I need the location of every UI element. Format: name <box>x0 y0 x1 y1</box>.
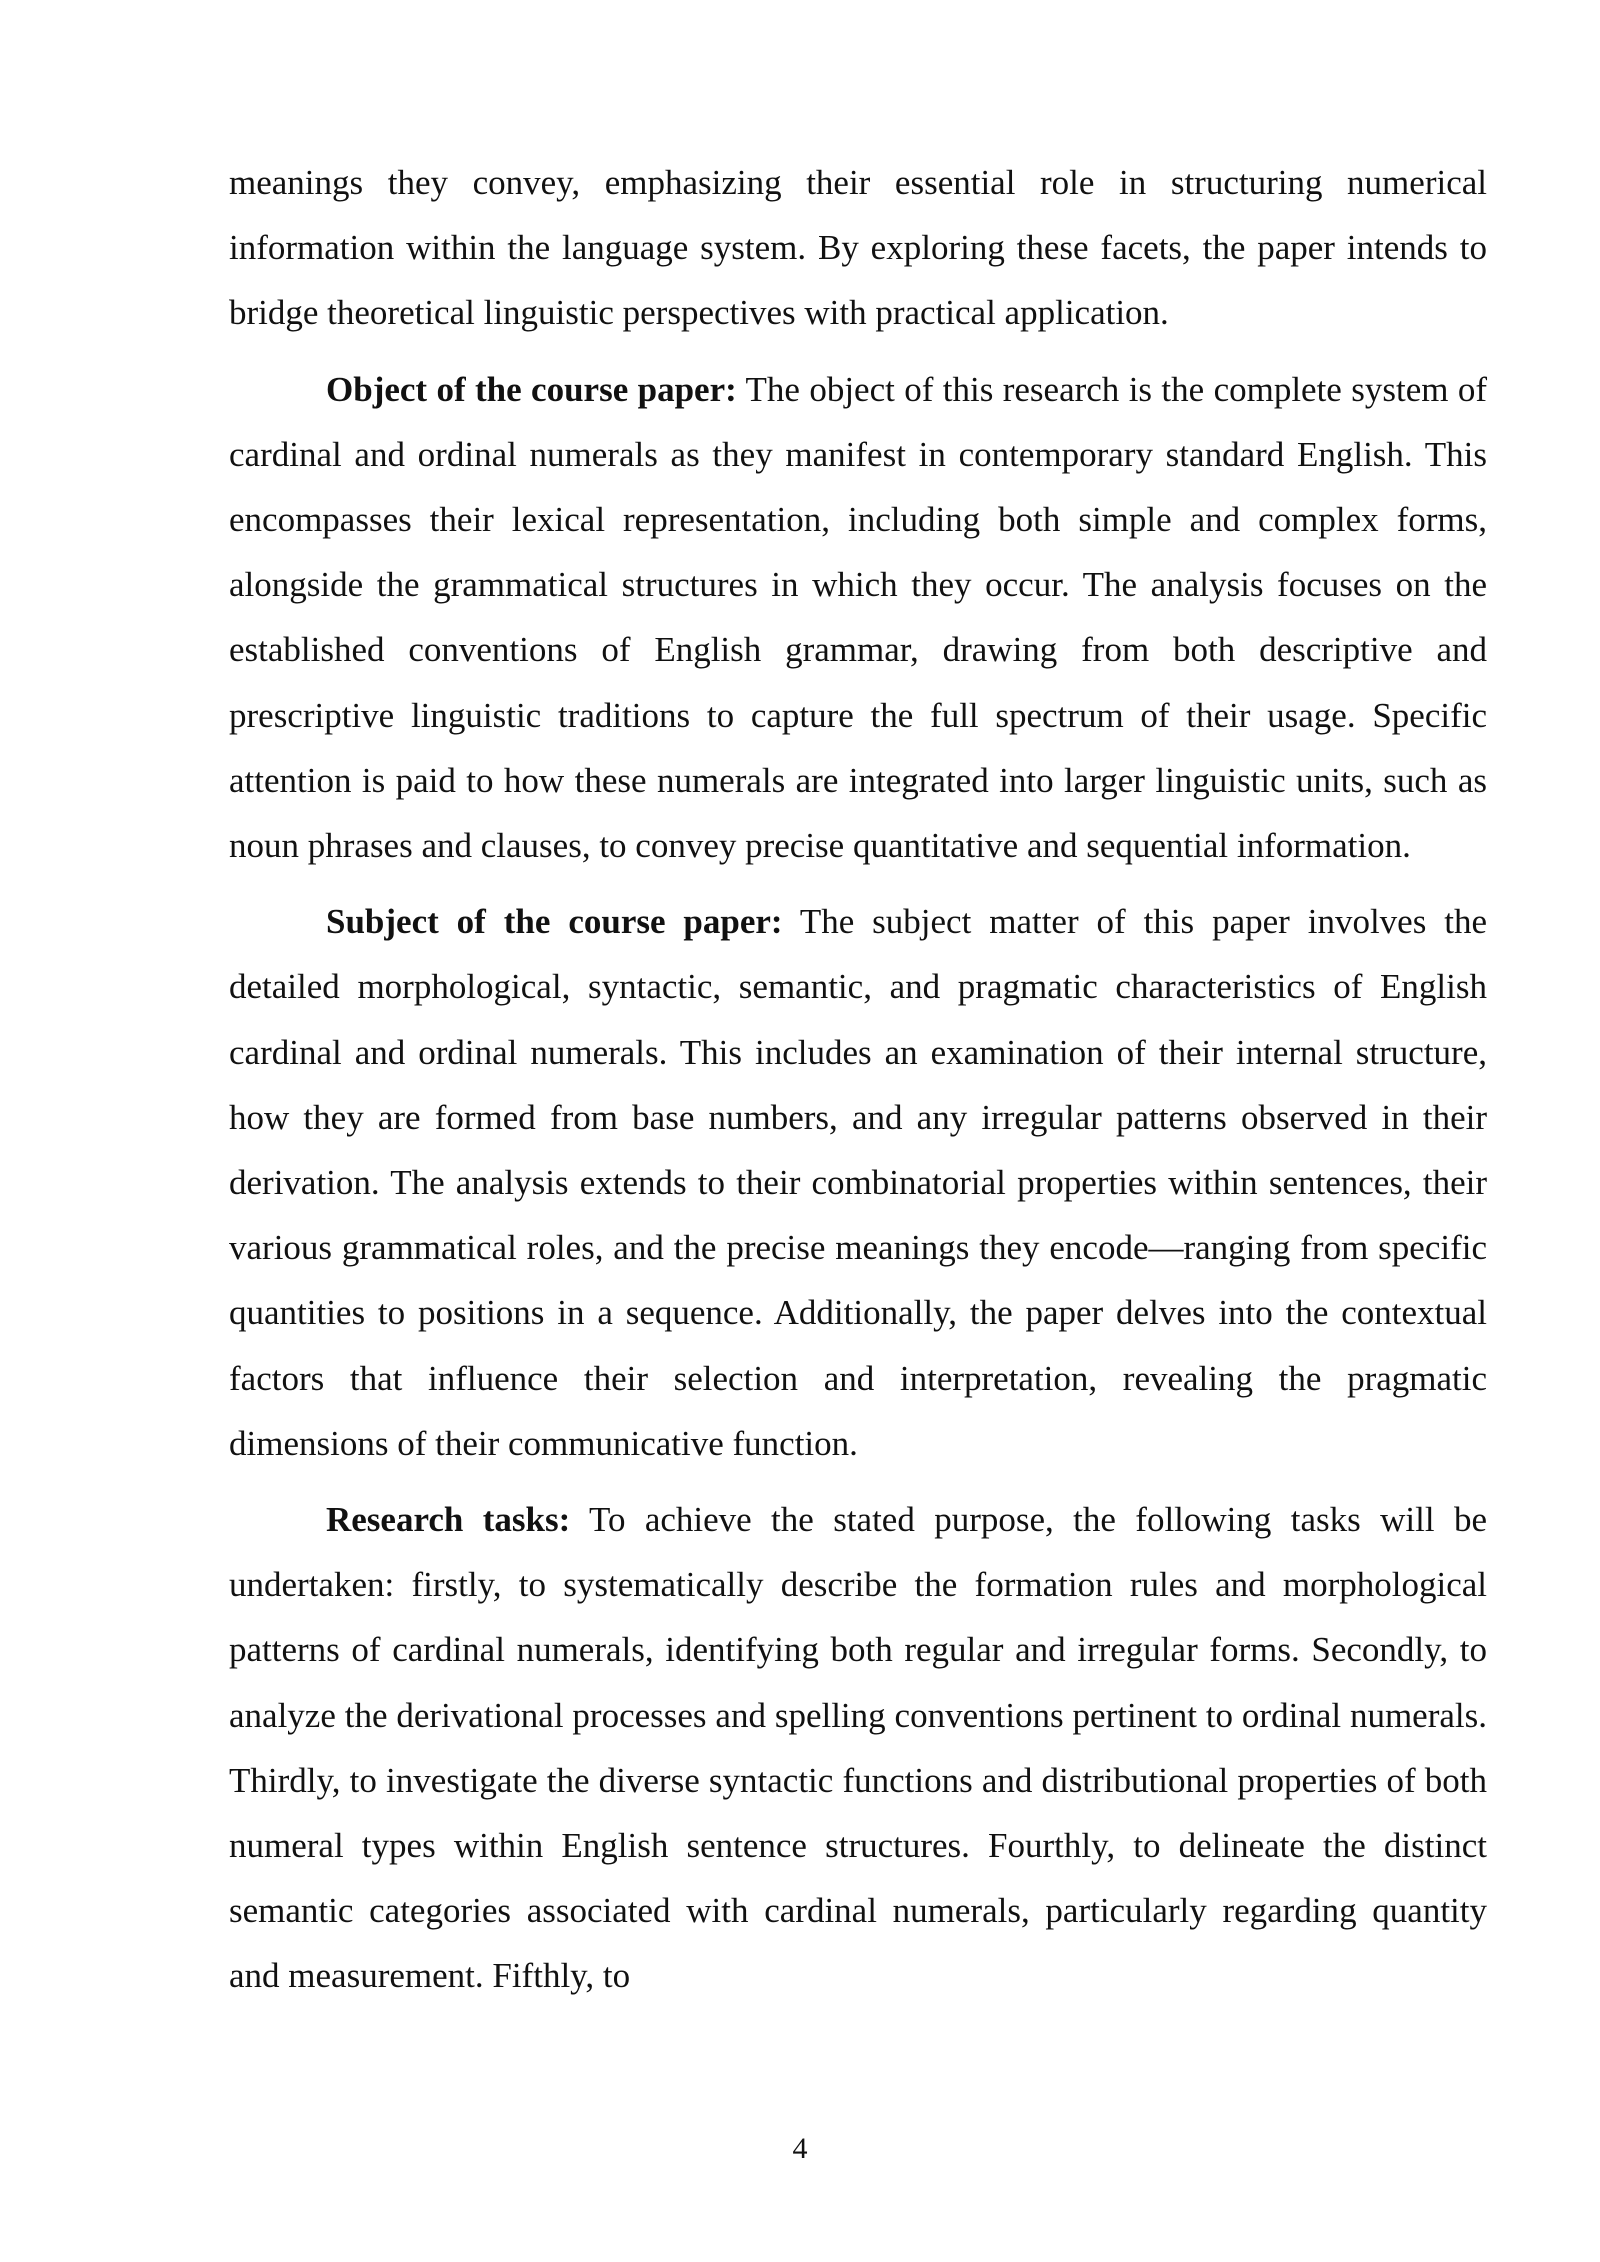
paragraph-object <box>229 357 1487 879</box>
paragraph-heading: Research tasks: <box>326 1500 571 1540</box>
paragraph-heading: Subject of the course paper: <box>326 902 783 942</box>
paragraph-research-tasks <box>229 1487 1487 2009</box>
paragraph-subject <box>229 889 1487 1476</box>
paragraph-text: The subject matter of this paper involves the detailed morphological, syntactic, semantic, and pragmatic characteristics of English cardinal and ordinal numerals. This includes an examination of their internal structure, how they are formed from base numbers, and any irregular patterns observed in their derivation. The analysis extends to their combinatorial properties within sentences, their various grammatical roles, and the precise meanings they encode—ranging from specific quantities to positions in a sequence. Additionally, the paper delves into the contextual factors that influence their selection and interpretation, revealing the pragmatic dimensions of their communicative function. <box>229 902 1487 1463</box>
paragraph-continuation <box>229 150 1487 346</box>
paragraph-text: The object of this research is the complete system of cardinal and ordinal numerals as they manifest in contemporary standard English. This encompasses their lexical representation, including both simple and complex forms, alongside the grammatical structures in which they occur. The analysis focuses on the established conventions of English grammar, drawing from both descriptive and prescriptive linguistic traditions to capture the full spectrum of their usage. Specific attention is paid to how these numerals are integrated into larger linguistic units, such as noun phrases and clauses, to convey precise quantitative and sequential information. <box>229 369 1487 866</box>
paragraph-heading: Object of the course paper: <box>326 369 737 409</box>
page-number: 4 <box>792 2132 808 2165</box>
paragraph-text: meanings they convey, emphasizing their essential role in structuring numerical information within the language system. By exploring these facets, the paper intends to bridge theoretical linguistic perspectives with practical application. <box>229 163 1487 333</box>
paragraph-text: To achieve the stated purpose, the following tasks will be undertaken: firstly, to systematically describe the formation rules and morphological patterns of cardinal numerals, identifying both regular and irregular forms. Secondly, to analyze the derivational processes and spelling conventions pertinent to ordinal numerals. Thirdly, to investigate the diverse syntactic functions and distributional properties of both numeral types within English sentence structures. Fourthly, to delineate the distinct semantic categories associated with cardinal numerals, particularly regarding quantity and measurement. Fifthly, to <box>229 1500 1487 1996</box>
body-text <box>229 150 1487 2020</box>
